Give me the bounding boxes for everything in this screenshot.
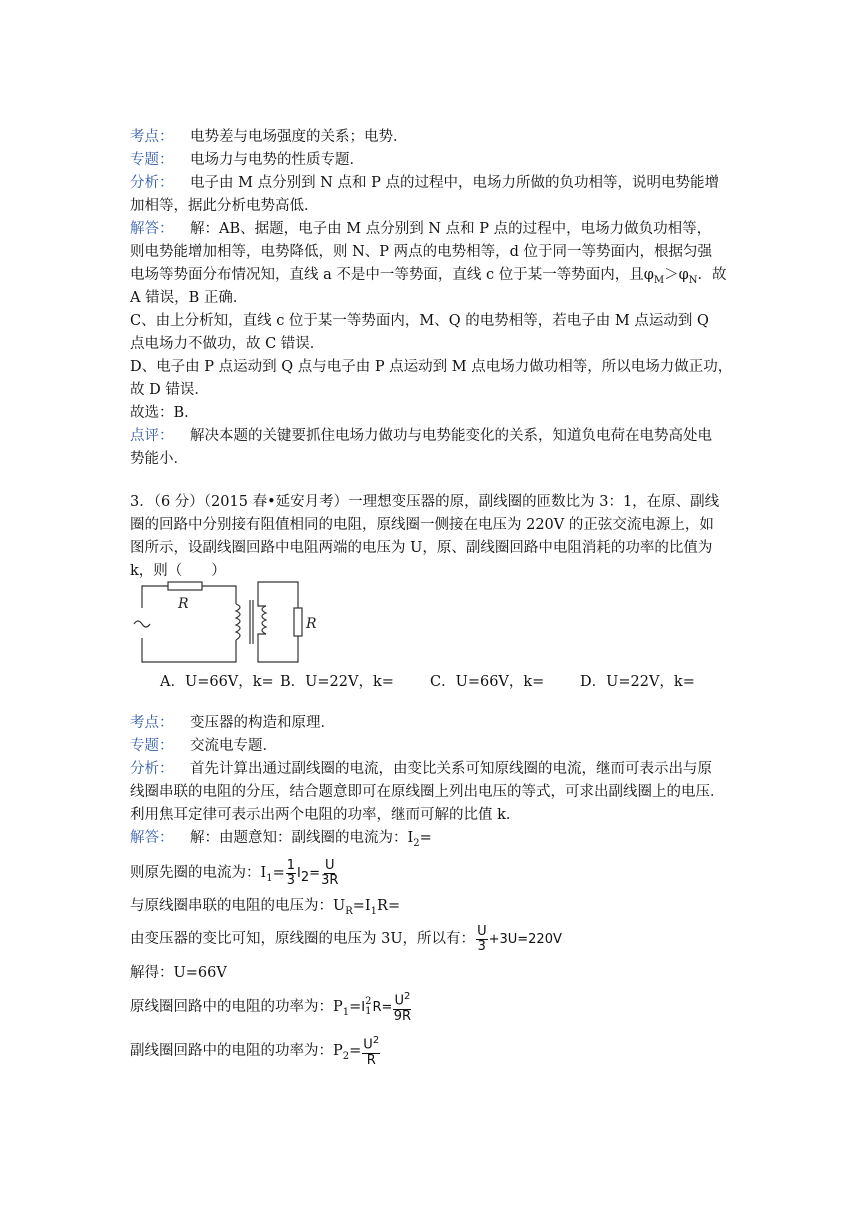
- label-kaodian: 考点：: [130, 715, 174, 731]
- label-fenxi: 分析：: [130, 175, 174, 191]
- label-jieda: 解答：: [130, 830, 174, 846]
- q2-jieda-line: 解答： 解：AB、据题，电子由 M 点分别到 N 点和 P 点的过程中，电场力做负功相等，: [130, 221, 712, 237]
- label-zhuanti: 专题：: [130, 152, 174, 168]
- q2-jieda-line-5: C、由上分析知，直线 c 位于某一等势面内，M、Q 的电势相等，若电子由 M 点运动到 Q: [130, 313, 709, 329]
- q3-jieda-line: 解答： 解：由题意知：副线圈的电流为：$I_2=$: [130, 830, 432, 849]
- q3-fenxi-line-2: 线圈串联的电阻的分压，结合题意即可在原线圈上列出电压的等式，可求出副线圈上的电压．: [130, 784, 725, 800]
- q2-dianping-line-2: 势能小．: [130, 451, 188, 467]
- q3-jieda-line-6: 原线圈回路中的电阻的功率为：$P_1=I$ 2 1 R= $\frac{U^2}{9R}$: [130, 991, 412, 1024]
- choice-c: C．U=66V，k=: [430, 674, 545, 690]
- label-fenxi: 分析：: [130, 761, 174, 777]
- fraction-u-over-3r: $\frac{U}{3R}$: [321, 857, 339, 888]
- q3-stem-line-3: 图所示，设副线圈回路中电阻两端的电压为 U，原、副线圈回路中电阻消耗的功率的比值为: [130, 540, 713, 556]
- q3-fenxi-line-3: 利用焦耳定律可表示出两个电阻的功率，继而可解的比值 k．: [130, 807, 521, 823]
- q2-fenxi-line: 分析： 电子由 M 点分别到 N 点和 P 点的过程中，电场力所做的负功相等，说明电势能增: [130, 175, 719, 191]
- choice-d: D．U=22V，k=: [580, 674, 695, 690]
- q2-jieda-line-4: A 错误，B 正确．: [130, 290, 248, 306]
- transformer-circuit-diagram: [128, 578, 318, 668]
- fraction-u2-over-r: $\frac{U^2}{R}$: [363, 1035, 380, 1068]
- label-jieda: 解答：: [130, 221, 174, 237]
- q3-jieda-line-4: 由变压器的变比可知，原线圈的电压为 3U，所以有： $\frac{U}{3}$ +3U=220V: [130, 923, 562, 954]
- label-kaodian: 考点：: [130, 129, 174, 145]
- q2-jieda-line-3: 电场等势面分布情况知，直线 a 不是中一等势面，直线 c 位于某一等势面内，且$\varphi_M>\varphi_N$．故: [130, 267, 727, 286]
- q3-stem-line-4: k，则（ ）: [130, 563, 226, 579]
- q2-jieda-line-9: 故选：B．: [130, 405, 199, 421]
- q3-stem-line-2: 圈的回路中分别接有阻值相同的电阻，原线圈一侧接在电压为 220V 的正弦交流电源上，如: [130, 517, 714, 533]
- choice-a: A．U=66V，k=: [160, 674, 274, 690]
- fraction-one-third: $\frac{1}{3}$: [286, 857, 296, 888]
- choice-b: B．U=22V，k=: [280, 674, 394, 690]
- q3-zhuanti-line: 专题： 交流电专题．: [130, 738, 277, 754]
- primary-resistor: [168, 582, 202, 590]
- primary-resistor-label: R: [178, 596, 189, 612]
- q2-dianping-line: 点评： 解决本题的关键要抓住电场力做功与电势能变化的关系，知道负电荷在电势高处电: [130, 428, 712, 444]
- secondary-resistor: [294, 608, 302, 636]
- label-zhuanti: 专题：: [130, 738, 174, 754]
- q2-zhuanti-line: 专题： 电场力与电势的性质专题．: [130, 152, 364, 168]
- q2-kaodian-line: 考点： 电势差与电场强度的关系；电势．: [130, 129, 408, 145]
- ac-source-symbol: [134, 621, 150, 627]
- q3-stem-line-1: 3．（6 分）（2015 春•延安月考）一理想变压器的原，副线圈的匝数比为 3：1，在原、副线: [130, 494, 720, 510]
- q3-jieda-line-2: 则原先圈的电流为：$I_1=$ $\frac{1}{3}$ $I_2=$ $\frac{U}{3R}$: [130, 857, 339, 888]
- label-dianping: 点评：: [130, 428, 174, 444]
- fraction-u-over-3: $\frac{U}{3}$: [477, 923, 487, 954]
- superscript-subscript: 2 1: [365, 996, 372, 1017]
- q2-fenxi-line-2: 加相等，据此分析电势高低．: [130, 198, 319, 214]
- q2-jieda-line-6: 点电场力不做功，故 C 错误．: [130, 336, 325, 352]
- q2-jieda-line-8: 故 D 错误．: [130, 382, 209, 398]
- q2-jieda-line-2: 则电势能增加相等，电势降低，则 N、P 两点的电势相等，d 位于同一等势面内，根据匀强: [130, 244, 713, 260]
- secondary-resistor-label: R: [306, 616, 317, 632]
- q3-fenxi-line: 分析： 首先计算出通过副线圈的电流，由变比关系可知原线圈的电流，继而可表示出与原: [130, 761, 712, 777]
- fraction-u2-over-9r: $\frac{U^2}{9R}$: [393, 991, 412, 1024]
- q2-jieda-line-7: D、电子由 P 点运动到 Q 点与电子由 P 点运动到 M 点电场力做功相等，所以电场力做正功，: [130, 359, 733, 375]
- q3-kaodian-line: 考点： 变压器的构造和原理．: [130, 715, 335, 731]
- q3-jieda-line-7: 副线圈回路中的电阻的功率为：$P_2=$ $\frac{U^2}{R}$: [130, 1035, 380, 1068]
- q3-jieda-line-3: 与原线圈串联的电阻的电压为：$U_R=I_1R=$: [130, 898, 401, 917]
- q3-jieda-line-5: 解得：U=66V: [130, 965, 227, 981]
